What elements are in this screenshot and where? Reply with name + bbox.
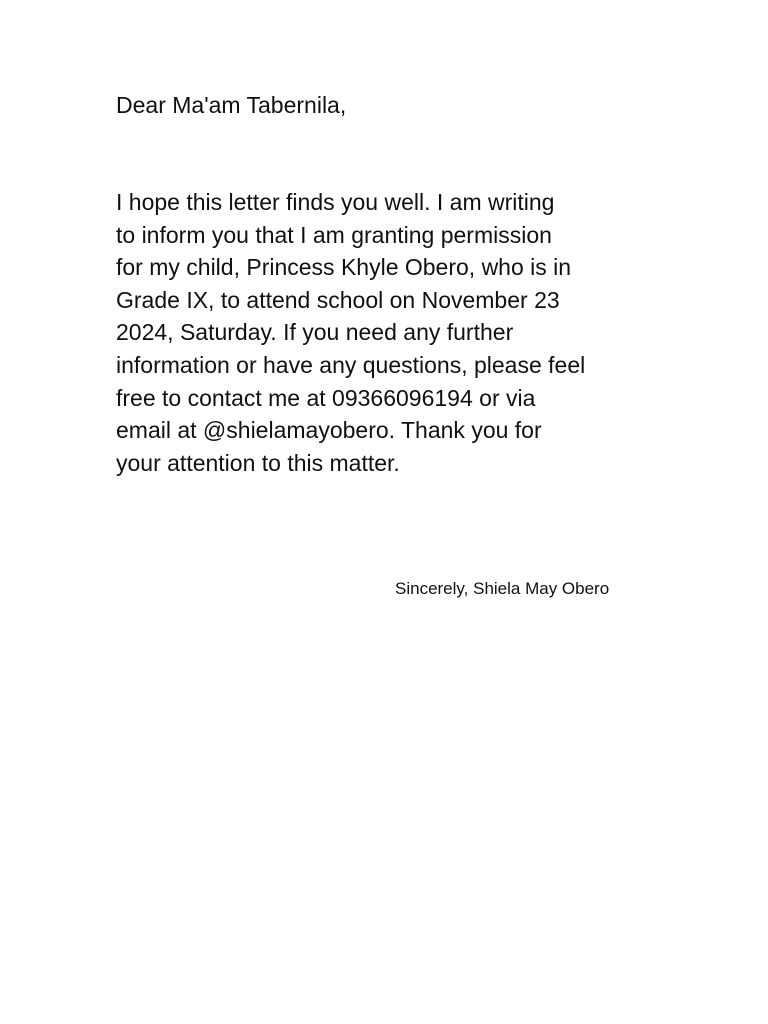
body-line: your attention to this matter.	[116, 449, 400, 476]
body-line: information or have any questions, please feel	[116, 351, 586, 378]
body-line: for my child, Princess Khyle Obero, who is in	[116, 254, 572, 281]
body-line: Grade IX, to attend school on November 23	[116, 286, 560, 313]
salutation: Dear Ma'am Tabernila,	[116, 92, 347, 118]
body-line: 2024, Saturday. If you need any further	[116, 319, 514, 346]
body-line: to inform you that I am granting permission	[116, 221, 552, 248]
letter-body	[116, 186, 676, 479]
body-line: free to contact me at 09366096194 or via	[116, 384, 536, 411]
body-line: I hope this letter finds you well. I am writing	[116, 189, 555, 215]
signature-closing: Sincerely, Shiela May Obero	[395, 579, 610, 598]
body-line: email at @shielamayobero. Thank you for	[116, 417, 542, 444]
